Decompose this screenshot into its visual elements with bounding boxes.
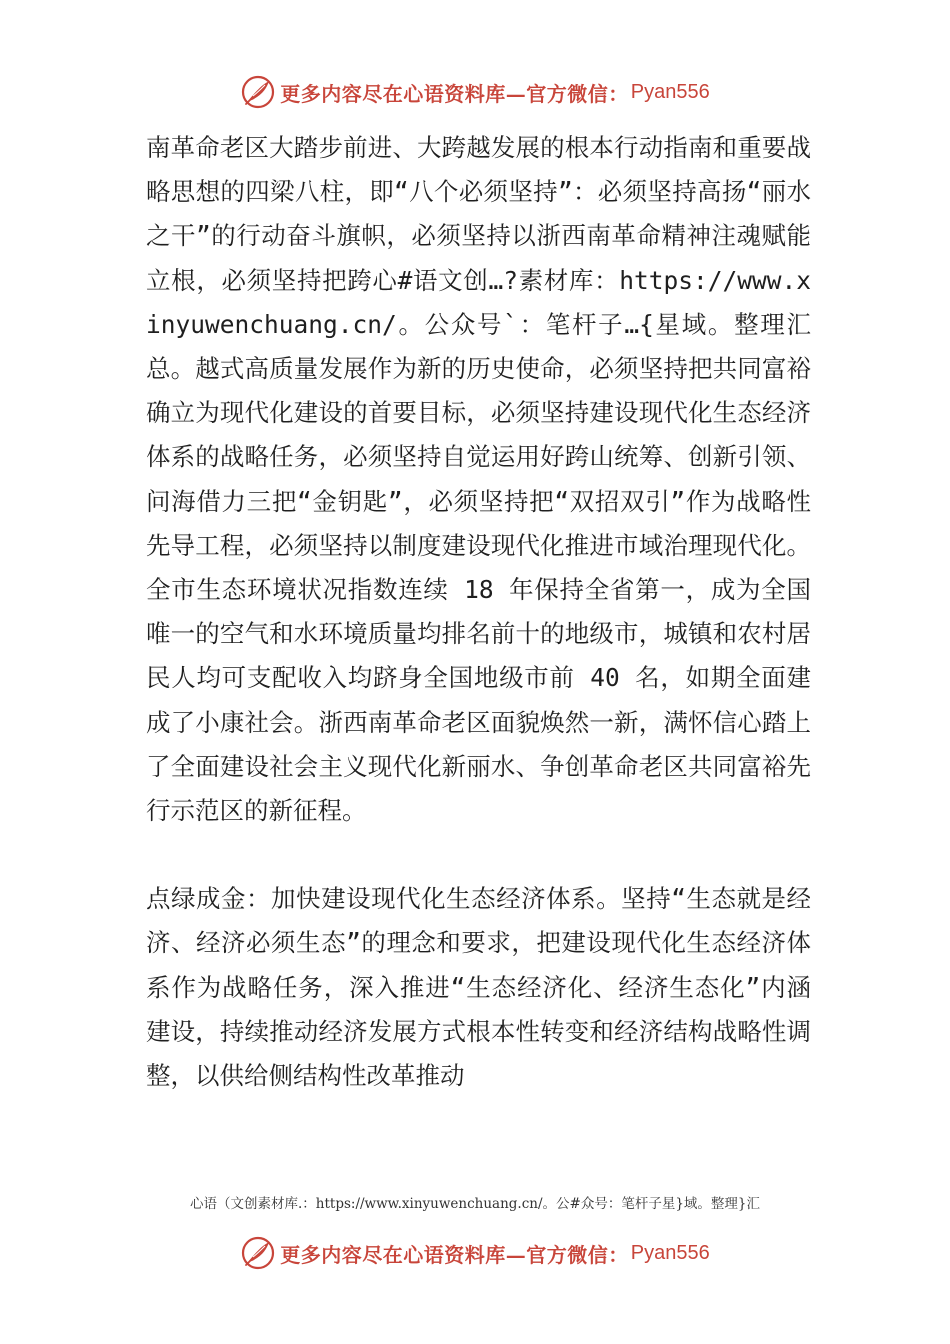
- banner-text: 更多内容尽在心语资料库—官方微信：: [280, 81, 629, 106]
- paragraph-2: 点绿成金：加快建设现代化生态经济体系。坚持“生态就是经济、经济必须生态”的理念和要求，把建设现代化生态经济体系作为战略任务，深入推进“生态经济化、经济生态化”内涵建设，持续推动经济发展方式根本性转变和经济结构战略性调整，以供给侧结构性改革推动: [146, 884, 811, 1091]
- feather-quill-logo-icon: [240, 74, 276, 110]
- paragraph-1: 南革命老区大踏步前进、大跨越发展的根本行动指南和重要战略思想的四梁八柱，即“八个必须坚持”：必须坚持高扬“丽水之干”的行动奋斗旗帜，必须坚持以浙西南革命精神注魂赋能立根，必须坚持把跨心#语文创…?素材库：https://www.xinyuwenchuang.cn/。公众号`：笔杆子…{星域。整理汇总。越式高质量发展作为新的历史使命，必须坚持把共同富裕确立为现代化建设的首要目标，必须坚持建设现代化生态经济体系的战略任务，必须坚持自觉运用好跨山统筹、创新引领、问海借力三把“金钥匙”，必须坚持把“双招双引”作为战略性先导工程，必须坚持以制度建设现代化推进市域治理现代化。全市生态环境状况指数连续 18 年保持全省第一，成为全国唯一的空气和水环境质量均排名前十的地级市，城镇和农村居民人均可支配收入均跻身全国地级市前 40 名，如期全面建成了小康社会。浙西南革命老区面貌焕然一新，满怀信心踏上了全面建设社会主义现代化新丽水、争创革命老区共同富裕先行示范区的新征程。: [146, 133, 811, 826]
- body-text: [146, 126, 811, 1098]
- header-banner: [0, 72, 950, 112]
- footer-note: 心语（文创素材库.：https://www.xinyuwenchuang.cn/。公#众号：笔杆子星}域。整理}汇: [189, 1196, 760, 1212]
- footer-banner: [0, 1233, 950, 1273]
- banner-text: 更多内容尽在心语资料库—官方微信：: [280, 1242, 629, 1267]
- banner-wechat-id: Pyan556: [630, 80, 710, 103]
- banner-wechat-id: Pyan556: [630, 1241, 710, 1264]
- feather-quill-logo-icon: [240, 1235, 276, 1271]
